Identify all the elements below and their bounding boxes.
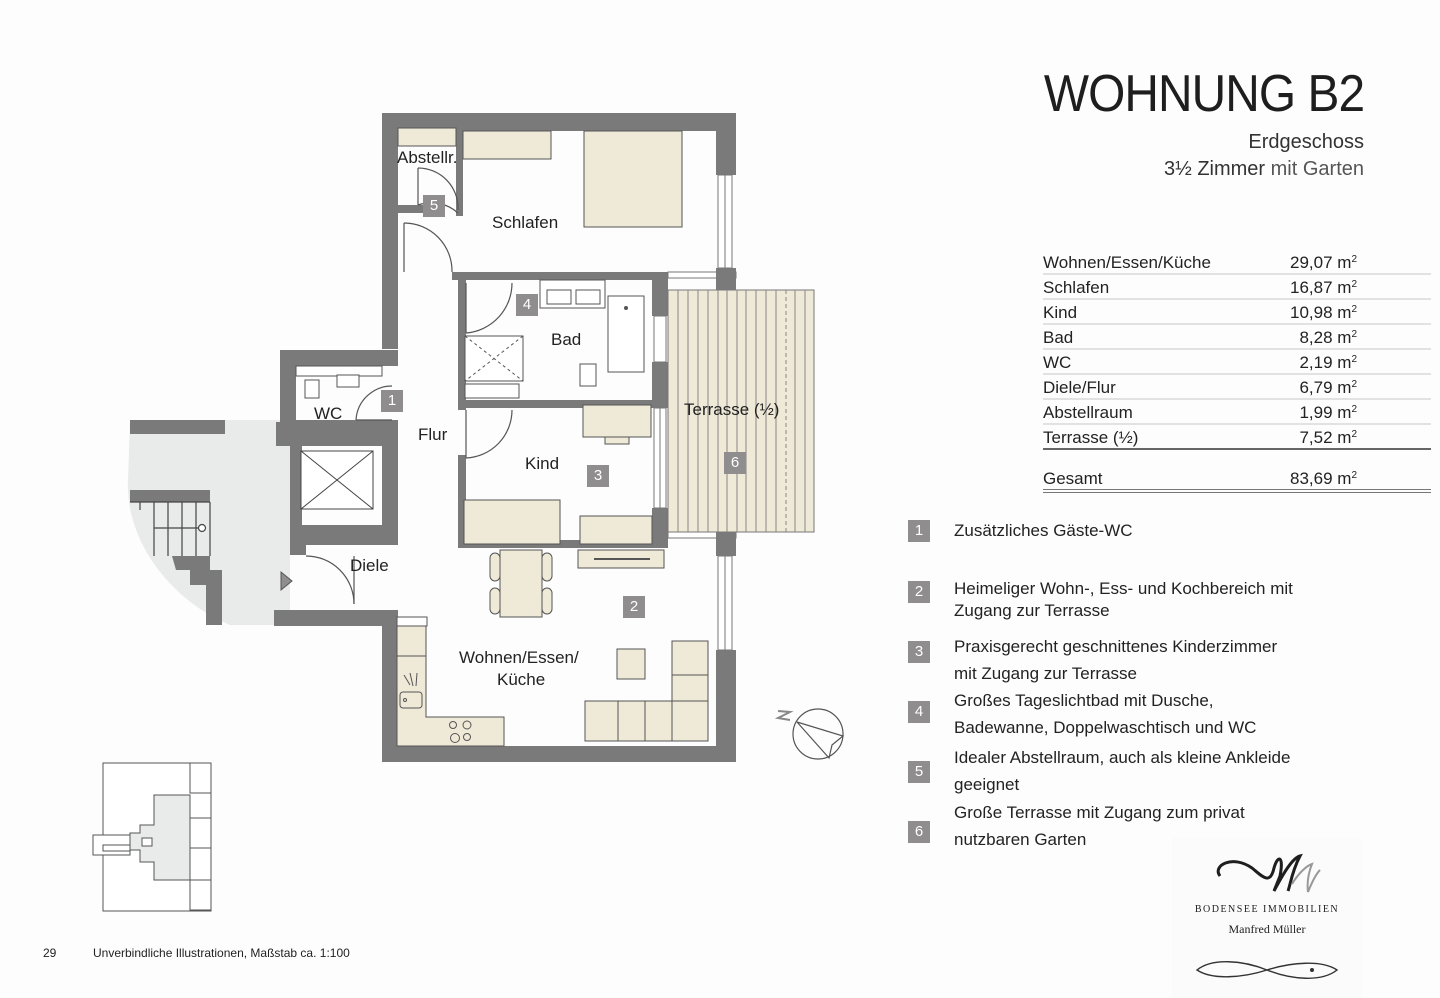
room-label-flur: Flur	[418, 425, 448, 444]
company-logo	[1172, 838, 1362, 998]
plan-tag-1: 1	[381, 390, 403, 412]
total-row	[1043, 466, 1431, 491]
total-label: Gesamt	[1043, 466, 1254, 491]
area-label: Kind	[1043, 299, 1254, 324]
table-row	[1043, 274, 1431, 299]
area-label: WC	[1043, 349, 1254, 374]
area-value: 1,99 $m^2$	[1254, 399, 1431, 424]
feature-text: Praxisgerecht geschnittenes Kinderzimmer mit Zugang zur Terrasse	[954, 637, 1278, 683]
area-label: Terrasse (½)	[1043, 424, 1254, 449]
plan-tag-4: 4	[516, 294, 538, 316]
plan-tag-3: 3	[587, 465, 609, 487]
room-label-terrasse: Terrasse (½)	[684, 400, 780, 419]
room-label-kueche: Küche	[497, 670, 546, 689]
area-label: Abstellraum	[1043, 399, 1254, 424]
elevator-shaft	[301, 451, 373, 509]
area-label: Wohnen/Essen/Küche	[1043, 250, 1254, 274]
scale-note: Unverbindliche Illustrationen, Maßstab ca. 1:100	[93, 946, 350, 960]
monogram-icon	[1212, 846, 1327, 901]
area-value: 8,28 $m^2$	[1254, 324, 1431, 349]
floor-label: Erdgeschoss	[1248, 131, 1364, 153]
table-row	[1043, 299, 1431, 324]
area-label: Schlafen	[1043, 274, 1254, 299]
feature-number: 4	[908, 701, 930, 723]
feature-text: Zusätzliches Gäste-WC	[954, 521, 1133, 540]
room-label-abstellraum: Abstellr.	[397, 148, 458, 167]
room-label-wc: WC	[314, 404, 343, 423]
room-label-kind: Kind	[525, 454, 560, 473]
apartment-title: WOHNUNG B2	[1043, 65, 1364, 123]
table-row	[1043, 374, 1431, 399]
agent-name: Manfred Müller	[1228, 922, 1306, 936]
area-value: 2,19 $m^2$	[1254, 349, 1431, 374]
feature-text: Heimeliger Wohn-, Ess- und Kochbereich mit Zugang zur Terrasse	[954, 579, 1293, 620]
site-key-plan	[93, 763, 211, 911]
feature-number: 2	[908, 581, 930, 603]
area-label: Diele/Flur	[1043, 374, 1254, 399]
area-table	[1043, 250, 1431, 493]
room-label-diele: Diele	[350, 556, 389, 575]
feature-number: 6	[908, 821, 930, 843]
page-number: 29	[43, 946, 57, 960]
area-value: 7,52 $m^2$	[1254, 424, 1431, 449]
feature-text: Großes Tageslichtbad mit Dusche, Badewanne, Doppelwaschtisch und WC	[954, 691, 1257, 737]
area-value: 16,87 $m^2$	[1254, 274, 1431, 299]
north-compass-icon	[778, 709, 843, 759]
room-label-schlafen: Schlafen	[492, 213, 559, 232]
table-row	[1043, 250, 1431, 274]
room-label-bad: Bad	[551, 330, 582, 349]
area-label: Bad	[1043, 324, 1254, 349]
table-row	[1043, 399, 1431, 424]
room-label-wohnen: Wohnen/Essen/	[459, 648, 579, 667]
rooms-suffix: mit Garten	[1270, 158, 1364, 180]
company-name: BODENSEE IMMOBILIEN	[1194, 904, 1340, 915]
table-row	[1043, 324, 1431, 349]
area-value: 6,79 $m^2$	[1254, 374, 1431, 399]
rooms-summary	[1164, 158, 1364, 181]
feature-number: 3	[908, 641, 930, 663]
area-value: 29,07 $m^2$	[1254, 250, 1431, 274]
total-value: 83,69 $m^2$	[1254, 466, 1431, 491]
plan-tag-6: 6	[724, 452, 746, 474]
table-row	[1043, 349, 1431, 374]
table-row	[1043, 424, 1431, 449]
feature-text: Große Terrasse mit Zugang zum privat nutzbaren Garten	[954, 803, 1245, 849]
flourish-icon	[1192, 956, 1342, 984]
area-value: 10,98 $m^2$	[1254, 299, 1431, 324]
plan-tag-5: 5	[423, 195, 445, 217]
plan-tag-2: 2	[623, 596, 645, 618]
feature-number: 1	[908, 520, 930, 542]
feature-text: Idealer Abstellraum, auch als kleine Ankleide geeignet	[954, 748, 1291, 794]
rooms-count: 3½ Zimmer	[1163, 158, 1266, 180]
feature-number: 5	[908, 761, 930, 783]
